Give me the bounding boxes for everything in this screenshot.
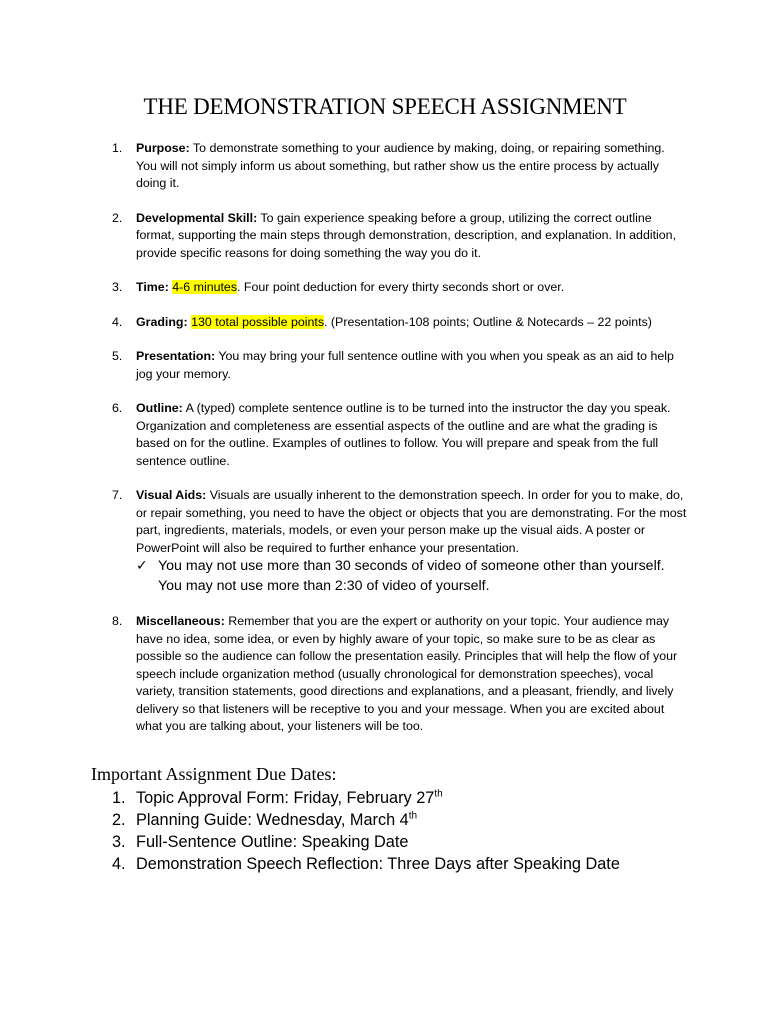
- item-label: Grading:: [136, 314, 188, 329]
- item-label: Visual Aids:: [136, 488, 207, 502]
- list-item: [112, 487, 687, 557]
- item-text: To gain experience speaking before a group, utilizing the correct outline format, supporting the main steps through demonstration, description, and explanation. In addition, provide specific reasons for doing something the way you do it.: [136, 210, 677, 260]
- list-item: [112, 400, 687, 470]
- list-item: [112, 348, 687, 383]
- item-text: You may bring your full sentence outline with you when you speak as an aid to help jog your memory.: [136, 349, 674, 381]
- page-title: THE DEMONSTRATION SPEECH ASSIGNMENT: [143, 94, 627, 119]
- item-text: To demonstrate something to your audience by making, doing, or repairing something. You will not simply inform us about something, but rather show us the entire process by actually doing it.: [136, 141, 665, 190]
- item-label: Miscellaneous:: [136, 614, 225, 628]
- check-item: You may not use more than 2:30 of video of yourself.: [158, 577, 490, 594]
- item-number: 6.: [112, 401, 123, 415]
- list-item: 1. Topic Approval Form: Friday, February 27th: [112, 788, 443, 807]
- item-text: A (typed) complete sentence outline is to be turned into the instructor the day you speak. Organization and completeness are essential aspects of the outline and are what the grading is based on for the outline. Examples of outlines to follow. You will prepare and speak from the full sentence outline.: [136, 401, 671, 468]
- due-dates-heading: Important Assignment Due Dates:: [91, 764, 337, 784]
- list-item: [112, 140, 687, 193]
- list-item: [112, 613, 687, 736]
- highlighted-text: 130 total possible points: [191, 314, 325, 329]
- checkmark-icon: ✓: [136, 558, 148, 574]
- list-item: [112, 279, 687, 297]
- item-number: 7.: [112, 488, 123, 502]
- item-number: 1.: [112, 141, 123, 155]
- item-text: Remember that you are the expert or authority on your topic. Your audience may have no idea, some idea, or even by highly aware of your topic, so make sure to be as clear as possible so the audience can follow the presentation easily. Principles that will help the flow of your speech include organization method (usually chronological for demonstration speeches), vocal variety, transition statements, good directions and explanations, and a pleasant, friendly, and lively delivery so that listeners will be receptive to you and your message. When you are excited about what you are talking about, your listeners will be too.: [136, 614, 678, 733]
- item-label: Outline:: [136, 401, 183, 415]
- highlighted-text: 4-6 minutes: [172, 280, 238, 294]
- list-item: [112, 314, 687, 332]
- list-item: 2. Planning Guide: Wednesday, March 4th: [112, 810, 418, 829]
- item-text: . Four point deduction for every thirty seconds short or over.: [237, 280, 565, 294]
- item-number: 5.: [112, 349, 123, 363]
- list-item: 4. Demonstration Speech Reflection: Three Days after Speaking Date: [112, 855, 620, 873]
- checklist: [112, 557, 687, 596]
- assignment-list: [112, 140, 687, 753]
- item-number: 8.: [112, 614, 123, 628]
- list-item: [112, 210, 687, 263]
- list-item: 3. Full-Sentence Outline: Speaking Date: [112, 833, 409, 851]
- due-dates-list: [112, 787, 620, 875]
- item-text: Visuals are usually inherent to the demonstration speech. In order for you to make, do, or repair something, you need to have the object or objects that you are demonstrating. For the most part, ingredients, materials, models, or even your person make up the visual aids. A poster or PowerPoint will also be required to further enhance your presentation.: [136, 488, 687, 555]
- item-label: Time:: [136, 280, 169, 294]
- item-label: Developmental Skill:: [136, 210, 258, 225]
- item-number: 4.: [112, 314, 123, 329]
- item-label: Presentation:: [136, 349, 216, 363]
- item-number: 2.: [112, 210, 123, 225]
- check-item: ✓ You may not use more than 30 seconds of video of someone other than yourself.: [136, 557, 687, 577]
- item-text: . (Presentation-108 points; Outline & Notecards – 22 points): [324, 314, 652, 329]
- item-label: Purpose:: [136, 141, 190, 155]
- item-number: 3.: [112, 280, 123, 294]
